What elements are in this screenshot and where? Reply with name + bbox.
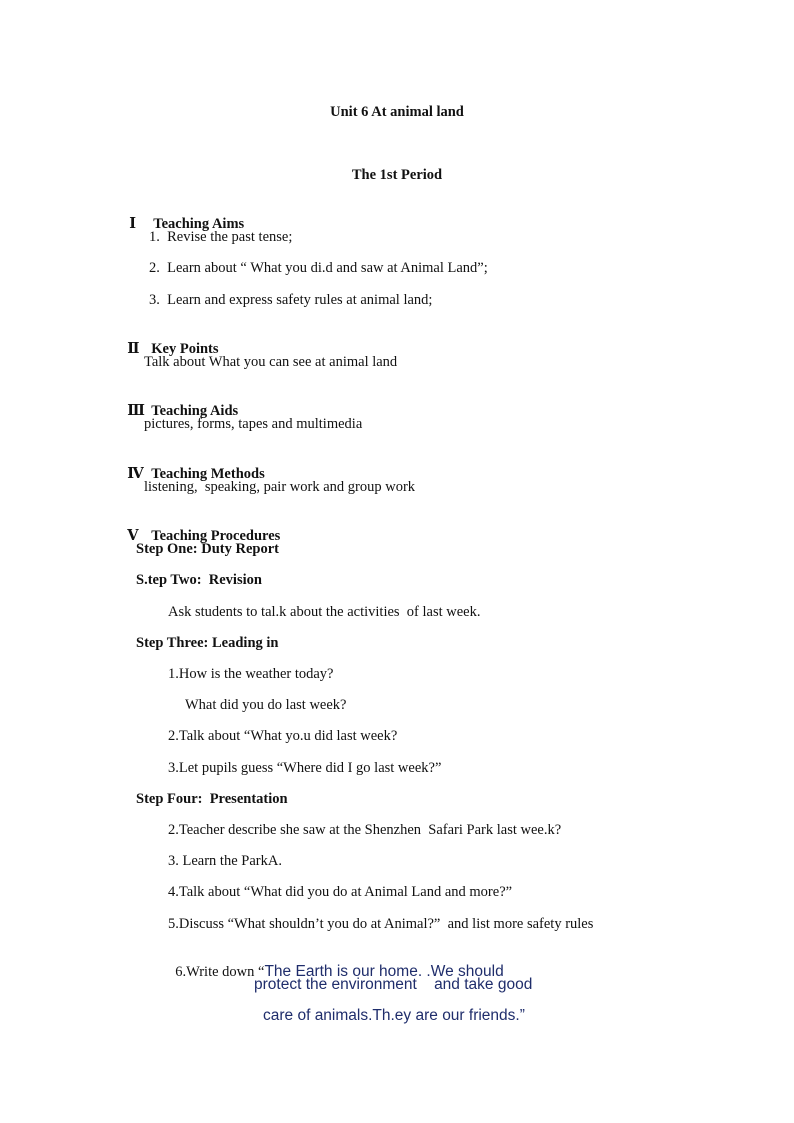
write-quote-line: protect the environment and take good xyxy=(254,976,533,993)
section-number: Ⅴ xyxy=(127,528,139,544)
write-prefix: 6.Write down “ xyxy=(175,964,265,980)
section-title: Teaching Aims xyxy=(153,216,245,232)
document-title: Unit 6 At animal land xyxy=(330,104,464,120)
teaching-methods-text: listening, speaking, pair work and group work xyxy=(144,479,416,495)
write-quote-line: care of animals.Th.ey are our friends.” xyxy=(263,1007,525,1024)
section-title: Teaching Procedures xyxy=(151,528,281,544)
step-three-item: 3.Let pupils guess “Where did I go last week?” xyxy=(168,760,442,776)
step-four-item: 2.Teacher describe she saw at the Shenzhen Safari Park last wee.k? xyxy=(168,822,562,838)
aim-item: 2. Learn about “ What you di.d and saw at Animal Land”; xyxy=(149,260,488,276)
section-number: Ⅳ xyxy=(127,466,144,482)
step-three-heading: Step Three: Leading in xyxy=(136,635,279,651)
section-number: Ⅱ xyxy=(127,341,140,357)
step-four-heading: Step Four: Presentation xyxy=(136,791,288,807)
write-quote-line: The Earth is our home. .We should xyxy=(264,963,504,980)
section-title: Key Points xyxy=(151,341,219,357)
aim-item: 3. Learn and express safety rules at animal land; xyxy=(149,292,433,308)
section-title: Teaching Methods xyxy=(151,466,265,482)
section-number: Ⅲ xyxy=(127,403,145,419)
aim-item: 1. Revise the past tense; xyxy=(149,229,293,245)
period-heading: The 1st Period xyxy=(351,167,443,183)
step-three-item: 2.Talk about “What yo.u did last week? xyxy=(168,728,398,744)
step-two-text: Ask students to tal.k about the activities of last week. xyxy=(168,604,481,620)
section-number: Ⅰ xyxy=(129,216,137,232)
step-two-heading: S.tep Two: Revision xyxy=(136,572,262,588)
step-one-heading: Step One: Duty Report xyxy=(136,541,279,557)
step-four-item: 4.Talk about “What did you do at Animal Land and more?” xyxy=(168,884,513,900)
step-four-item: 3. Learn the ParkA. xyxy=(168,853,282,869)
key-points-text: Talk about What you can see at animal land xyxy=(144,354,398,370)
step-three-item: What did you do last week? xyxy=(185,697,347,713)
step-three-item: 1.How is the weather today? xyxy=(168,666,334,682)
step-four-item: 5.Discuss “What shouldn’t you do at Animal?” and list more safety rules xyxy=(168,916,594,932)
section-title: Teaching Aids xyxy=(151,403,239,419)
teaching-aids-text: pictures, forms, tapes and multimedia xyxy=(144,416,363,432)
